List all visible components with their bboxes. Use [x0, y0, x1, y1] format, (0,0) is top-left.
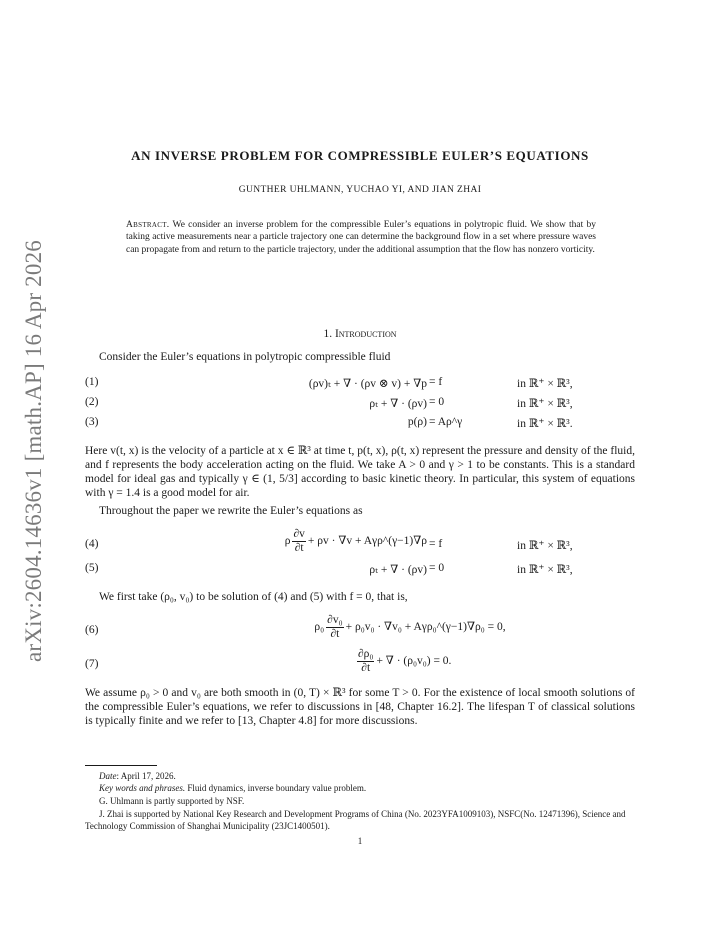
fraction-denominator: ∂t — [361, 662, 371, 674]
equation-number: (1) — [85, 376, 99, 388]
fraction — [326, 614, 343, 641]
page-number: 1 — [357, 836, 363, 846]
equation-lhs: p(ρ) — [407, 416, 427, 428]
footnote-label: Key words and phrases. — [99, 783, 186, 793]
equation-domain: in ℝ⁺ × ℝ³, — [517, 540, 573, 552]
section-number: 1. — [323, 328, 333, 340]
fraction-denominator: ∂t — [294, 542, 304, 554]
footnote-rule — [85, 765, 157, 766]
equation-term: ρ₀ — [314, 621, 325, 634]
fraction-numerator: ∂ρ₀ — [358, 648, 374, 660]
equation-body — [235, 614, 585, 641]
footnote-keywords — [85, 782, 635, 794]
equation-rhs: = 0 — [429, 562, 445, 574]
equation-number: (7) — [85, 658, 99, 670]
equation-term: + ∇ · (ρ₀v₀) = 0. — [376, 655, 452, 668]
paper-title: AN INVERSE PROBLEM FOR COMPRESSIBLE EULER’S EQUATIONS — [131, 148, 589, 163]
section-title: Introduction — [334, 328, 397, 340]
arxiv-identifier-text: arXiv:2604.14636v1 [math.AP] 16 Apr 2026 — [21, 240, 46, 662]
body-paragraph: We assume ρ₀ > 0 and v₀ are both smooth in (0, T) × ℝ³ for some T > 0. For the existence of local smooth solutions of the compressible Euler’s equations, we refer to discussions in [48, Chapter 16.2]. The lifespan T of classical solutions is typically finite and we refer to [13, Chapter 4.8] for more discussions. — [85, 687, 635, 727]
footnote-text: Fluid dynamics, inverse boundary value problem. — [185, 783, 367, 793]
equation-5 — [85, 562, 635, 578]
equation-term: + ρv · ∇v + Aγρ^(γ−1)∇ρ — [307, 535, 427, 548]
fraction — [357, 648, 374, 675]
equation-domain: in ℝ⁺ × ℝ³, — [517, 378, 573, 390]
equation-2 — [85, 396, 635, 412]
equation-lhs: (ρv)ₜ + ∇ · (ρv ⊗ v) + ∇p — [308, 378, 427, 390]
equation-rhs: = 0 — [429, 396, 445, 408]
equation-rhs: = f — [429, 376, 443, 388]
equation-number: (2) — [85, 396, 99, 408]
fraction-numerator: ∂v — [293, 528, 305, 540]
equation-rhs: = f — [429, 538, 443, 550]
equation-1 — [85, 376, 635, 392]
equation-term: + ρ₀v₀ · ∇v₀ + Aγρ₀^(γ−1)∇ρ₀ = 0, — [345, 621, 506, 634]
equation-rhs: = Aρ^γ — [429, 416, 463, 428]
fraction-denominator: ∂t — [330, 628, 340, 640]
intro-paragraph: Consider the Euler’s equations in polytropic compressible fluid — [99, 351, 391, 363]
footnote-date — [85, 770, 635, 782]
equation-body — [355, 648, 555, 675]
equation-domain: in ℝ⁺ × ℝ³, — [517, 564, 573, 576]
equation-domain: in ℝ⁺ × ℝ³, — [517, 398, 573, 410]
footnote-support: J. Zhai is supported by National Key Research and Development Programs of China (No. 2023YFA1009103), NSFC(No. 12471396), Science and Technology Commission of Shanghai Municipality (23JC1400501). — [85, 809, 626, 831]
body-paragraph: We first take (ρ₀, v₀) to be solution of (4) and (5) with f = 0, that is, — [99, 591, 408, 603]
abstract-text: We consider an inverse problem for the compressible Euler’s equations in polytropic fluid. We show that by taking active measurements near a particle trajectory one can determine the background flow in a set where pressure waves can propagate from and return to the particle trajectory, under the additional assumption that the flow has nonzero vorticity. — [126, 220, 596, 255]
abstract-label: Abstract. — [126, 220, 170, 230]
abstract — [126, 219, 596, 256]
footnote-label: Date — [99, 771, 117, 781]
equation-4 — [85, 528, 635, 560]
arxiv-identifier-stamp — [14, 240, 54, 662]
equation-number: (6) — [85, 624, 99, 636]
equation-lhs — [285, 528, 427, 555]
footnote-support: G. Uhlmann is partly supported by NSF. — [99, 796, 245, 806]
equation-lhs: ρₜ + ∇ · (ρv) — [369, 398, 427, 410]
equation-number: (4) — [85, 538, 99, 550]
body-paragraph: Throughout the paper we rewrite the Euler’s equations as — [99, 505, 363, 517]
equation-domain: in ℝ⁺ × ℝ³. — [517, 418, 573, 430]
paper-authors: GUNTHER UHLMANN, YUCHAO YI, AND JIAN ZHAI — [238, 185, 482, 195]
equation-term: ρ — [284, 535, 291, 548]
equation-7 — [85, 648, 635, 680]
equation-lhs: ρₜ + ∇ · (ρv) — [369, 564, 427, 576]
fraction — [292, 528, 305, 555]
equation-6 — [85, 614, 635, 646]
fraction-numerator: ∂v₀ — [327, 614, 343, 626]
section-heading — [0, 328, 720, 340]
body-paragraph: Here v(t, x) is the velocity of a particle at x ∈ ℝ³ at time t, p(t, x), ρ(t, x) represent the pressure and density of the fluid, and f represents the body acceleration acting on the fluid. We take A > 0 and γ > 1 to be constants. This is a standard model for ideal gas and typically γ ∈ (1, 5/3] according to basic kinetic theory. In particular, this system of equations with γ = 1.4 is a good model for air. — [85, 445, 635, 499]
footnote-text: : April 17, 2026. — [116, 771, 176, 781]
equation-number: (3) — [85, 416, 99, 428]
equation-number: (5) — [85, 562, 99, 574]
equation-3 — [85, 416, 635, 432]
